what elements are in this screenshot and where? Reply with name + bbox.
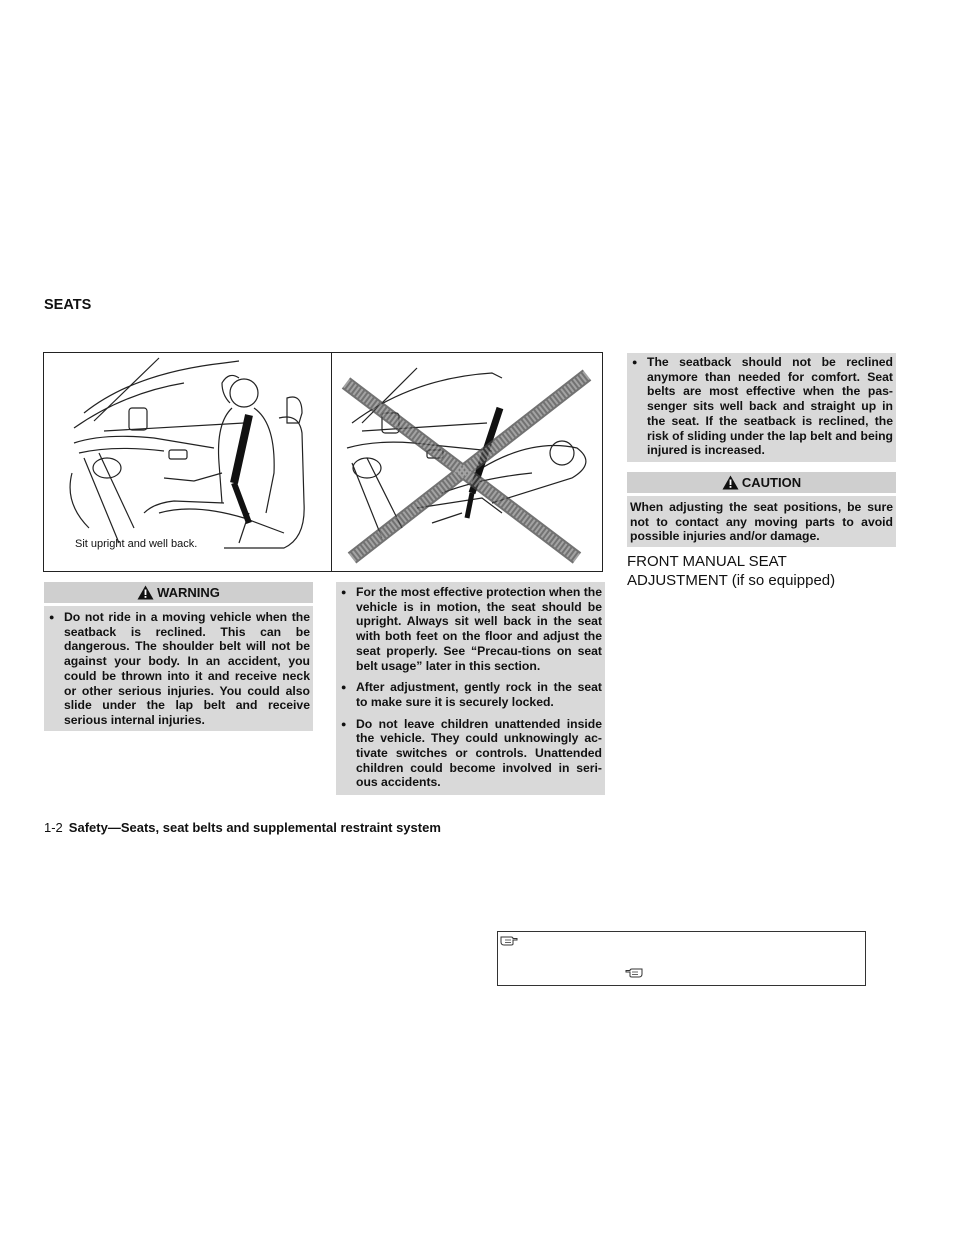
pointing-hand-icon[interactable]	[500, 934, 518, 946]
section-title: SEATS	[44, 297, 92, 313]
middle-item-children: ● Do not leave children unattended inside the vehicle. They could unknowingly ac-tivate switches or controls. Unattended children could become involved in seri-ous accidents.	[339, 717, 602, 791]
warning-triangle-icon	[722, 475, 739, 490]
caution-title: CAUTION	[741, 475, 802, 490]
caution-body: When adjusting the seat positions, be sure not to contact any moving parts to avoid possible injuries and/or damage.	[630, 500, 893, 544]
warning-title: WARNING	[157, 585, 220, 600]
pointing-hand-icon[interactable]	[625, 966, 643, 978]
middle-notes-box	[336, 582, 605, 795]
figure-caption: Sit upright and well back.	[75, 538, 198, 550]
middle-item-rock-seat: ● After adjustment, gently rock in the seat to make sure it is securely locked.	[339, 680, 602, 709]
subheading-line-2: ADJUSTMENT (if so equipped)	[627, 571, 836, 589]
page-number: 1-2	[44, 820, 63, 835]
seat-illustration	[43, 352, 603, 572]
page-footer	[44, 820, 441, 835]
subheading-line-1: FRONT MANUAL SEAT	[627, 553, 787, 570]
navigation-box	[497, 931, 866, 986]
right-item-recline: ● The seatback should not be reclined anymore than needed for comfort. Seat belts are most effective when the pas-senger sits well back and straight up in the seat. If the seatback is reclined, the risk of sliding under the lap belt and being injured is increased.	[630, 355, 893, 458]
warning-body	[44, 606, 313, 731]
warning-triangle-icon	[137, 585, 154, 600]
warning-header	[44, 582, 313, 603]
right-notes-box	[627, 353, 896, 462]
subheading	[627, 553, 835, 590]
reclined-seating-crossed-drawing	[332, 353, 603, 573]
warning-item: ● Do not ride in a moving vehicle when the seatback is reclined. This can be dangerous. The shoulder belt will not be against your body. In an accident, you could be thrown into it and receive neck or other serious injuries. You could also slide under the lap belt and receive serious internal injuries.	[47, 610, 310, 728]
middle-item-upright: ● For the most effective protection when the vehicle is in motion, the seat should be upright. Always sit well back in the seat with both feet on the floor and adjust the seat properly. See “Precau-tions on seat belt usage” later in this section.	[339, 585, 602, 673]
footer-title: Safety—Seats, seat belts and supplemental restraint system	[68, 820, 441, 835]
caution-box	[627, 472, 896, 547]
warning-box	[44, 582, 313, 731]
caution-header	[627, 472, 896, 493]
